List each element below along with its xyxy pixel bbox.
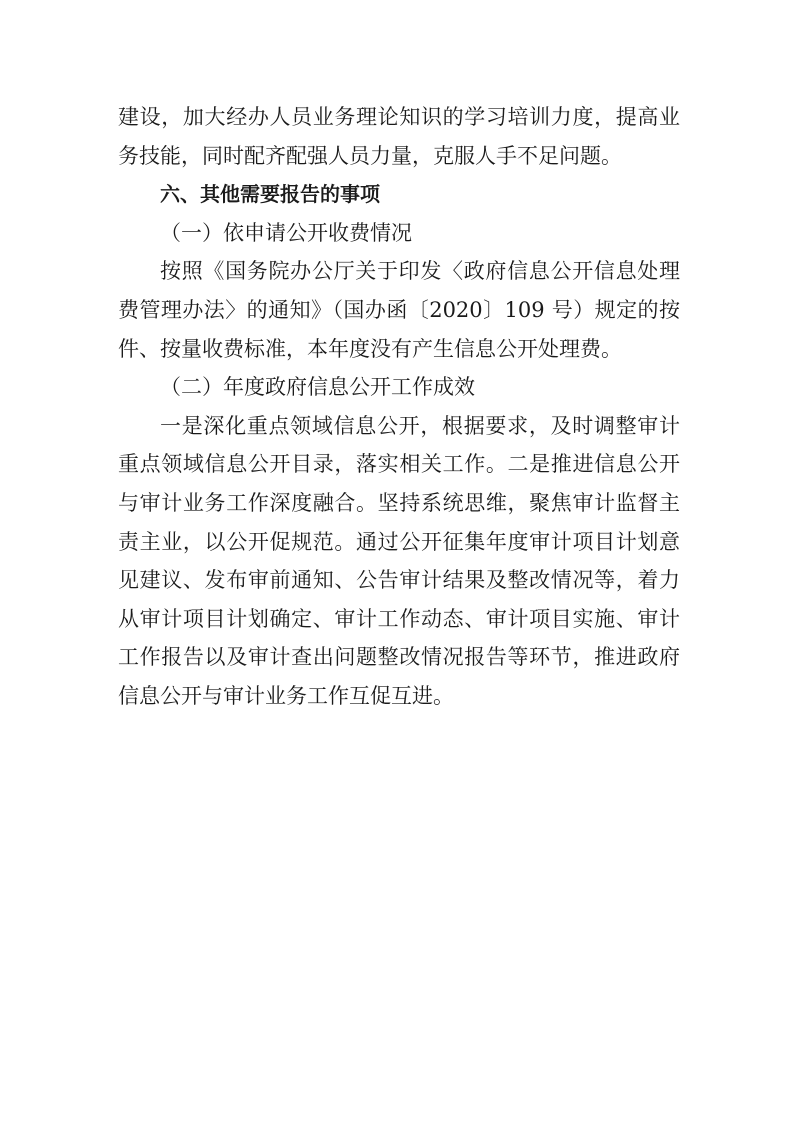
section-6-heading: 六、其他需要报告的事项 — [160, 182, 380, 207]
paragraph-2-line-2: 费管理办法〉的通知》（国办函〔2020〕109 号）规定的按 — [118, 297, 680, 322]
paragraph-3-line-2: 重点领域信息公开目录，落实相关工作。二是推进信息公开 — [118, 452, 680, 477]
subsection-1-heading: （一）依申请公开收费情况 — [160, 220, 412, 245]
paragraph-3-line-7: 工作报告以及审计查出问题整改情况报告等环节，推进政府 — [118, 645, 680, 670]
paragraph-3-line-3: 与审计业务工作深度融合。坚持系统思维，聚焦审计监督主 — [118, 490, 680, 515]
paragraph-3-line-4: 责主业，以公开促规范。通过公开征集年度审计项目计划意 — [118, 529, 680, 554]
paragraph-3-line-6: 从审计项目计划确定、审计工作动态、审计项目实施、审计 — [118, 606, 680, 631]
paragraph-3-line-5: 见建议、发布审前通知、公告审计结果及整改情况等，着力 — [118, 568, 680, 593]
paragraph-1-line-1: 建设，加大经办人员业务理论知识的学习培训力度，提高业 — [118, 105, 680, 129]
document-body — [118, 98, 680, 716]
paragraph-3-line-1: 一是深化重点领域信息公开，根据要求，及时调整审计 — [160, 413, 680, 438]
paragraph-2-line-3: 件、按量收费标准，本年度没有产生信息公开处理费。 — [118, 336, 622, 361]
paragraph-1-line-2: 务技能，同时配齐配强人员力量，克服人手不足问题。 — [118, 143, 622, 168]
paragraph-2-line-1: 按照《国务院办公厅关于印发〈政府信息公开信息处理 — [160, 259, 680, 284]
paragraph-3-line-8: 信息公开与审计业务工作互促互进。 — [118, 683, 454, 708]
subsection-2-heading: （二）年度政府信息公开工作成效 — [160, 375, 475, 400]
